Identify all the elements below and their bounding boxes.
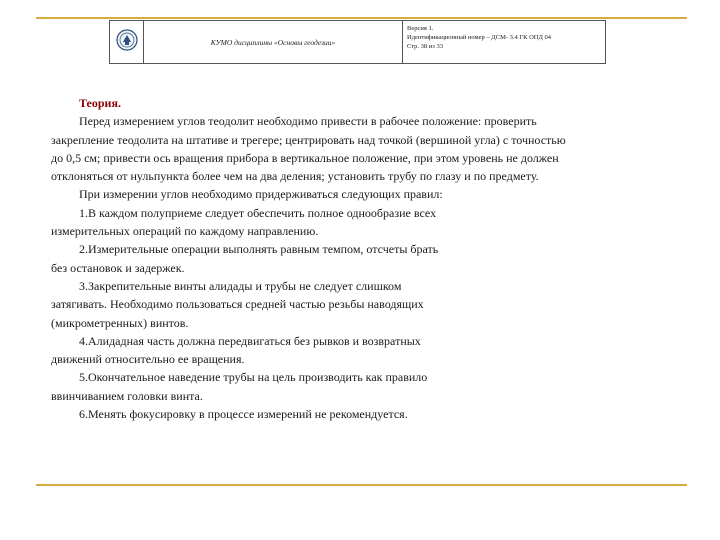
header-id-number: Идентификационный номер – ДСМ- 3.4 ГК ОПД 04	[407, 34, 552, 41]
paragraph-line: до 0,5 см; привести ось вращения прибора в вертикальное положение, при этом уровень не должен	[51, 150, 559, 165]
document-header	[109, 20, 606, 64]
emblem-icon	[116, 29, 138, 51]
rule-item: 6.Менять фокусировку в процессе измерений не рекомендуется.	[79, 407, 408, 422]
header-page-number: Стр. 38 из 33	[407, 43, 443, 50]
header-version: Версия 1.	[407, 25, 434, 32]
rule-item-continuation: движений относительно ее вращения.	[51, 352, 245, 367]
paragraph-line: закрепление теодолита на штативе и трегере; центрировать над точкой (вершиной угла) с точностью	[51, 132, 566, 147]
header-title: КУМО дисциплины «Основы геодезии»	[210, 37, 336, 47]
rule-item: 3.Закрепительные винты алидады и трубы не следует слишком	[79, 278, 402, 293]
rule-item-continuation: (микрометренных) винтов.	[51, 315, 189, 330]
paragraph-line: При измерении углов необходимо придерживаться следующих правил:	[79, 187, 443, 202]
logo-cell	[110, 21, 144, 64]
rule-item: 2.Измерительные операции выполнять равным темпом, отсчеты брать	[79, 242, 439, 257]
header-title-cell	[144, 21, 403, 64]
rule-item-continuation: ввинчиванием головки винта.	[51, 388, 203, 403]
rule-item-continuation: без остановок и задержек.	[51, 260, 185, 275]
document-body	[51, 94, 676, 423]
paragraph-line: Перед измерением углов теодолит необходимо привести в рабочее положение: проверить	[79, 114, 537, 129]
paragraph-line: отклоняться от нульпункта более чем на два деления; установить трубу по глазу и по предмету.	[51, 169, 539, 184]
rule-item-continuation: затягивать. Необходимо пользоваться средней частью резьбы наводящих	[51, 297, 424, 312]
rule-item-continuation: измерительных операций по каждому направлению.	[51, 224, 319, 239]
rule-item: 1.В каждом полуприеме следует обеспечить полное однообразие всех	[79, 205, 437, 220]
top-rule	[36, 17, 687, 19]
bottom-rule	[36, 484, 687, 486]
section-title: Теория.	[79, 96, 121, 110]
rule-item: 4.Алидадная часть должна передвигаться без рывков и возвратных	[79, 333, 421, 348]
rule-item: 5.Окончательное наведение трубы на цель производить как правило	[79, 370, 428, 385]
header-meta-cell	[403, 21, 606, 64]
